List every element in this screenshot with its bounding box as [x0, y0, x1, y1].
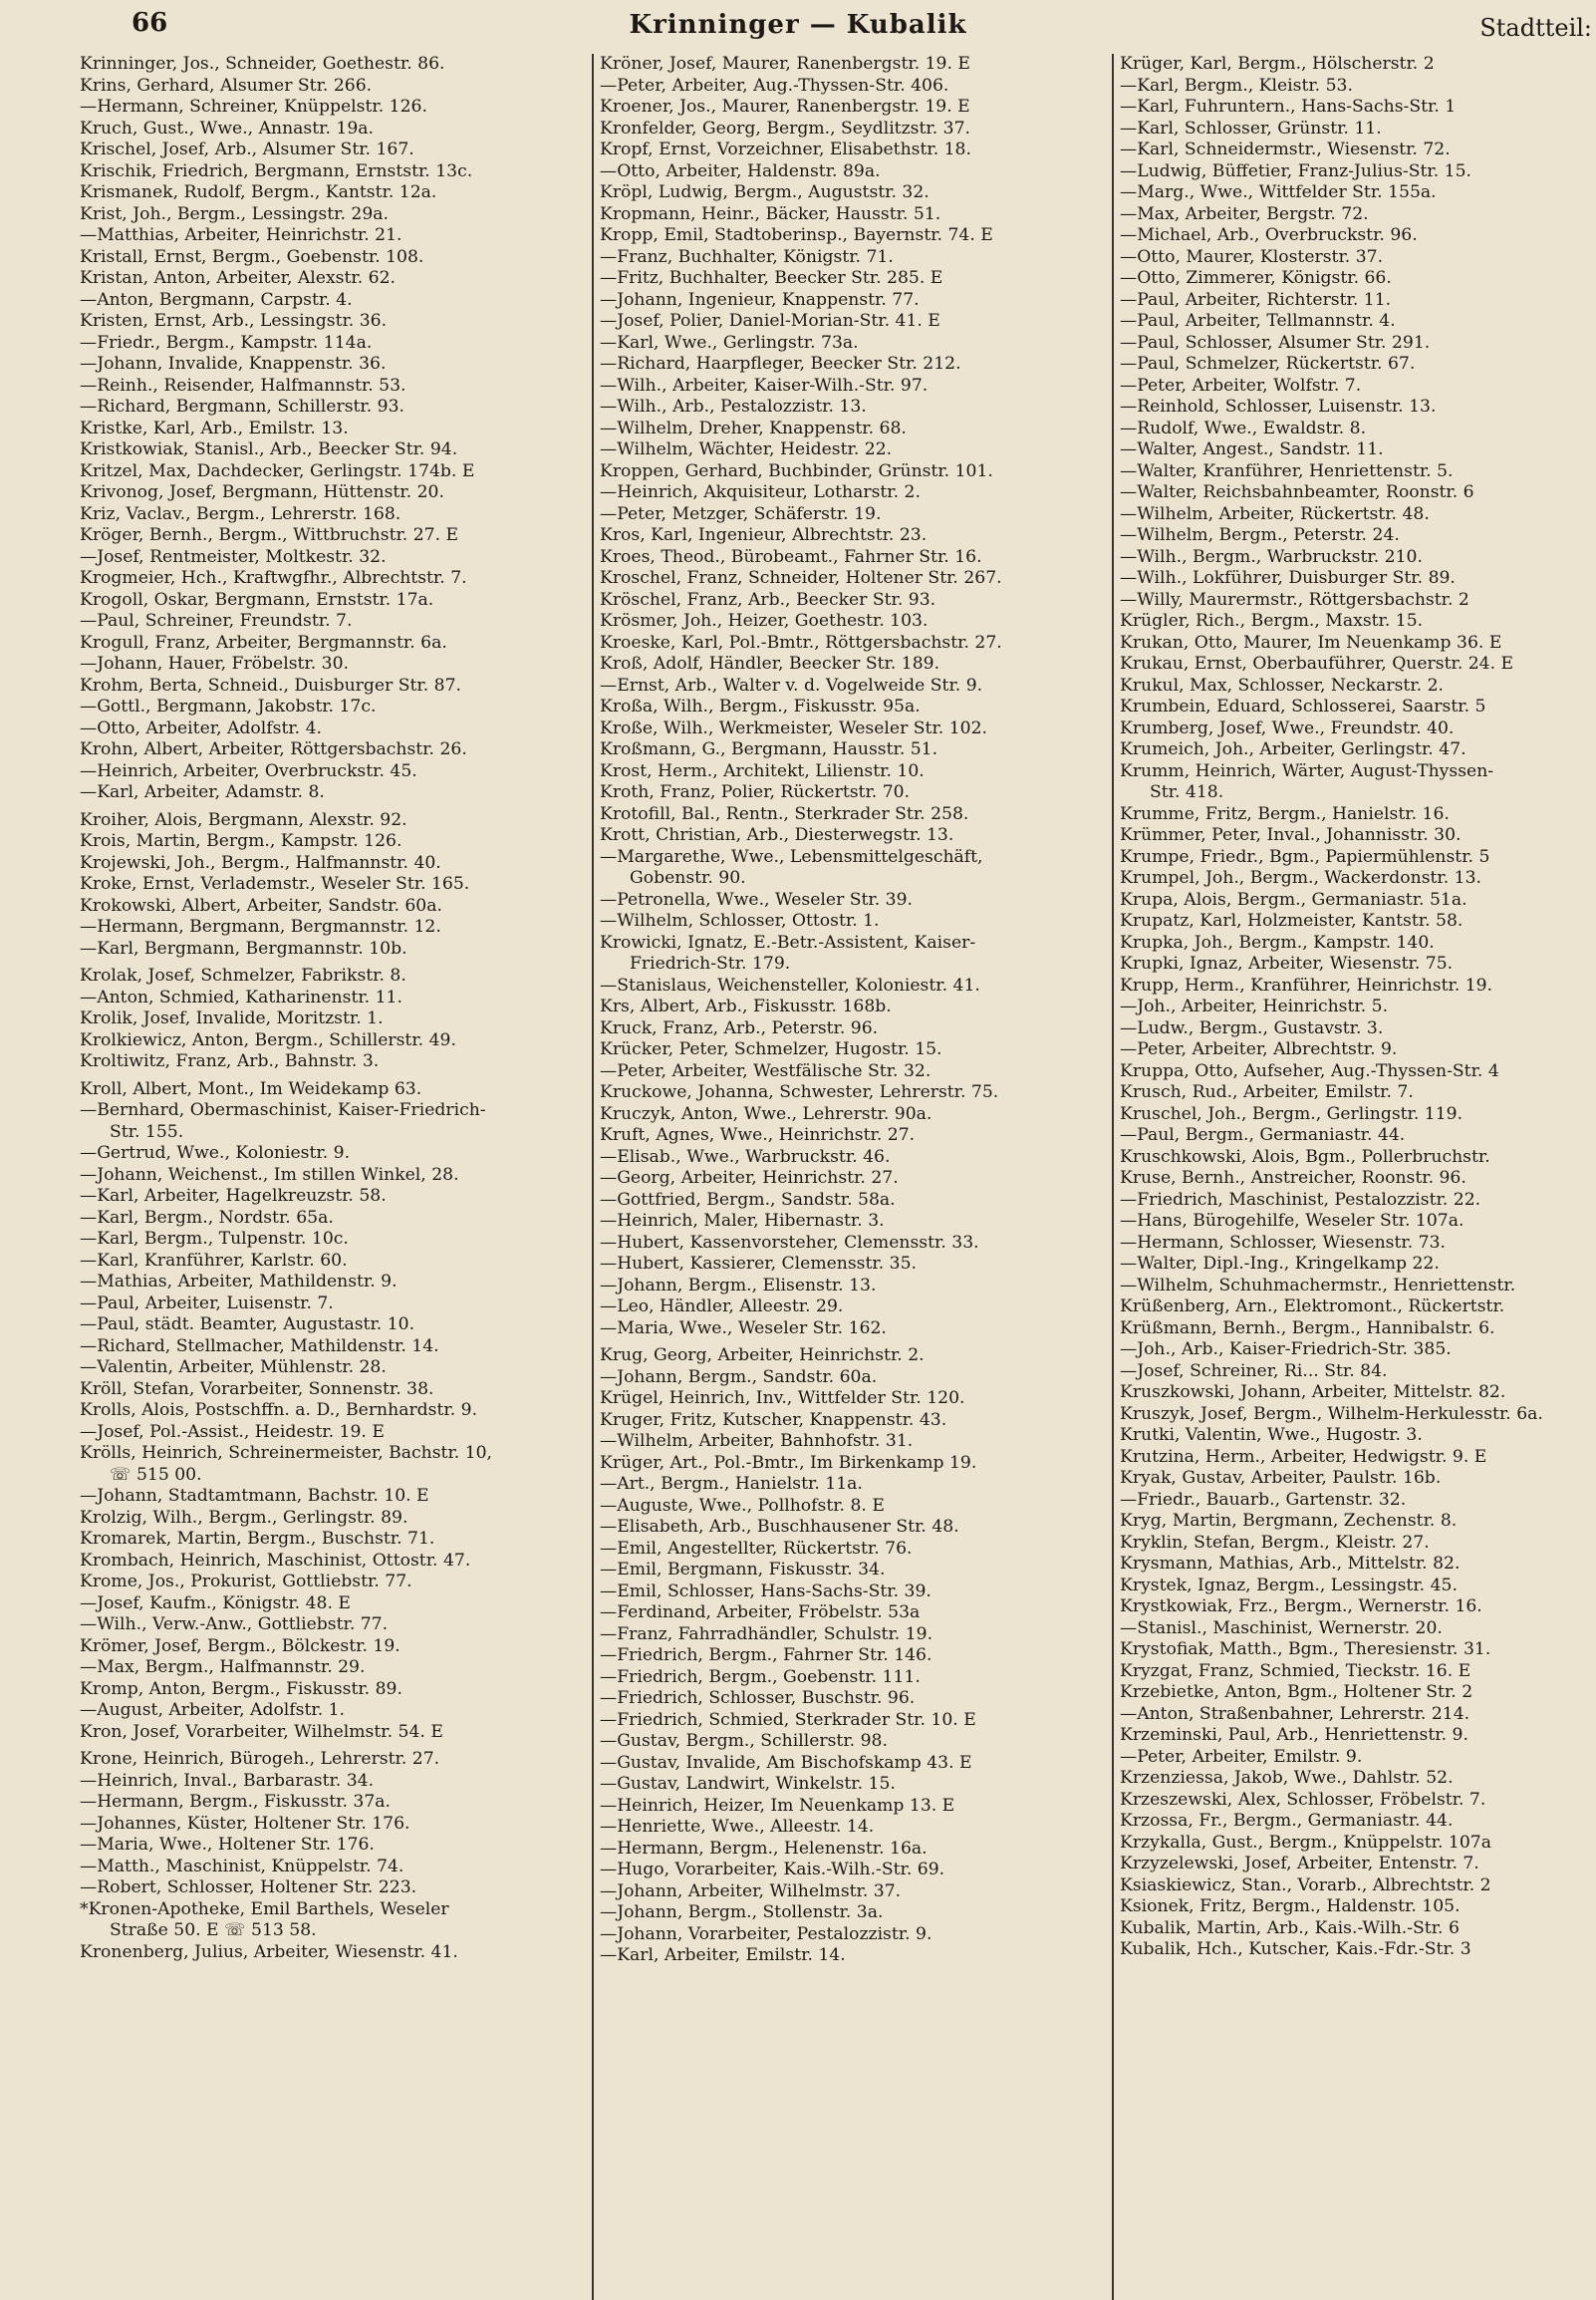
directory-entry: —Heinrich, Inval., Barbarastr. 34. [80, 1770, 375, 1791]
directory-entry: Krois, Martin, Bergm., Kampstr. 126. [80, 831, 402, 851]
directory-entry: Kritzel, Max, Dachdecker, Gerlingstr. 174b. E [80, 460, 475, 481]
directory-entry: Kroiher, Alois, Bergmann, Alexstr. 92. [80, 809, 407, 830]
directory-entry: Kubalik, Martin, Arb., Kais.-Wilh.-Str. 6 [1120, 1917, 1460, 1938]
directory-entry: —Peter, Arbeiter, Westfälische Str. 32. [600, 1060, 931, 1081]
directory-entry: Straße 50. E ☏ 513 58. [110, 1920, 317, 1940]
directory-entry: Krinninger, Jos., Schneider, Goethestr. 86. [80, 54, 445, 74]
directory-entry: Krone, Heinrich, Bürogeh., Lehrerstr. 27. [80, 1749, 440, 1769]
directory-entry: Kruch, Gust., Wwe., Annastr. 19a. [80, 118, 374, 139]
directory-entry: Krzyzelewski, Josef, Arbeiter, Entenstr. 7. [1120, 1854, 1479, 1873]
directory-entry: —Marg., Wwe., Wittfelder Str. 155a. [1120, 182, 1437, 202]
directory-entry: Krumm, Heinrich, Wärter, August-Thyssen- [1120, 760, 1494, 781]
directory-entry: —Richard, Stellmacher, Mathildenstr. 14. [80, 1335, 439, 1356]
directory-entry: Kruschkowski, Alois, Bgm., Pollerbruchstr. [1120, 1146, 1490, 1167]
directory-entry: —Wilh., Arb., Pestalozzistr. 13. [600, 397, 867, 417]
directory-entry: Kristkowiak, Stanisl., Arb., Beecker Str. 94. [80, 439, 458, 459]
directory-entry: —Johann, Bergm., Elisenstr. 13. [600, 1275, 877, 1295]
directory-entry: Krolik, Josef, Invalide, Moritzstr. 1. [80, 1008, 384, 1028]
directory-entry: —Walter, Angest., Sandstr. 11. [1120, 439, 1384, 459]
directory-entry: —Peter, Arbeiter, Aug.-Thyssen-Str. 406. [600, 75, 949, 96]
directory-entry: —Peter, Arbeiter, Wolfstr. 7. [1120, 375, 1362, 396]
directory-entry: Krott, Christian, Arb., Diesterwegstr. 13. [600, 825, 954, 845]
directory-entry: Kropmann, Heinr., Bäcker, Hausstr. 51. [600, 203, 941, 224]
directory-entry: Krojewski, Joh., Bergm., Halfmannstr. 40. [80, 852, 441, 873]
directory-entry: —Wilh., Bergm., Warbruckstr. 210. [1120, 546, 1423, 567]
directory-entry: —Hermann, Bergmann, Bergmannstr. 12. [80, 917, 441, 937]
directory-entry: Kronfelder, Georg, Bergm., Seydlitzstr. 37. [600, 118, 970, 139]
directory-entry: —Wilhelm, Arbeiter, Rückertstr. 48. [1120, 503, 1430, 524]
directory-entry: —Karl, Wwe., Gerlingstr. 73a. [600, 332, 859, 353]
directory-entry: Kroeske, Karl, Pol.-Bmtr., Röttgersbachstr. 27. [600, 632, 1002, 653]
directory-entry: Kromarek, Martin, Bergm., Buschstr. 71. [80, 1529, 435, 1549]
directory-entry: Krumpel, Joh., Bergm., Wackerdonstr. 13. [1120, 868, 1482, 888]
directory-entry: Kruszyk, Josef, Bergm., Wilhelm-Herkulesstr. 6a. [1120, 1403, 1543, 1424]
directory-entry: Krumpe, Friedr., Bgm., Papiermühlenstr. 5 [1120, 846, 1490, 867]
directory-entry: Kröschel, Franz, Arb., Beecker Str. 93. [600, 589, 936, 610]
directory-entry: Krzykalla, Gust., Bergm., Knüppelstr. 107a [1120, 1832, 1491, 1853]
directory-entry: Krupka, Joh., Bergm., Kampstr. 140. [1120, 932, 1435, 953]
directory-entry: —Friedrich, Maschinist, Pestalozzistr. 22. [1120, 1189, 1481, 1210]
directory-entry: —Georg, Arbeiter, Heinrichstr. 27. [600, 1168, 899, 1188]
directory-entry: Kromp, Anton, Bergm., Fiskusstr. 89. [80, 1678, 402, 1699]
directory-entry: —Heinrich, Maler, Hibernastr. 3. [600, 1211, 885, 1231]
directory-entry: —Johann, Arbeiter, Wilhelmstr. 37. [600, 1880, 902, 1901]
directory-entry: —Elisab., Wwe., Warbruckstr. 46. [600, 1146, 891, 1167]
directory-entry: —Johann, Weichenst., Im stillen Winkel, 28. [80, 1164, 459, 1185]
directory-entry: —Henriette, Wwe., Alleestr. 14. [600, 1817, 875, 1837]
directory-entry: Krzeminski, Paul, Arb., Henriettenstr. 9. [1120, 1725, 1468, 1745]
directory-entry: Krischel, Josef, Arb., Alsumer Str. 167. [80, 140, 414, 159]
directory-entry: Krumeich, Joh., Arbeiter, Gerlingstr. 47. [1120, 739, 1466, 759]
directory-entry: —Karl, Arbeiter, Hagelkreuzstr. 58. [80, 1186, 387, 1206]
directory-entry: Krombach, Heinrich, Maschinist, Ottostr. 47. [80, 1550, 471, 1571]
directory-entry: Friedrich-Str. 179. [630, 954, 791, 974]
directory-entry: —Paul, Arbeiter, Richterstr. 11. [1120, 289, 1392, 310]
directory-entry: —Paul, Schlosser, Alsumer Str. 291. [1120, 332, 1431, 353]
directory-entry: Krügel, Heinrich, Inv., Wittfelder Str. 120. [600, 1388, 965, 1408]
directory-entry: —Walter, Dipl.-Ing., Kringelkamp 22. [1120, 1254, 1440, 1274]
directory-entry: Krusch, Rud., Arbeiter, Emilstr. 7. [1120, 1082, 1414, 1102]
directory-entry: —Hubert, Kassenvorsteher, Clemensstr. 33. [600, 1232, 979, 1253]
directory-entry: Krist, Joh., Bergm., Lessingstr. 29a. [80, 203, 389, 224]
directory-entry: Krutzina, Herm., Arbeiter, Hedwigstr. 9. E [1120, 1446, 1487, 1467]
directory-entry: —Friedr., Bauarb., Gartenstr. 32. [1120, 1489, 1407, 1510]
directory-entry: —Max, Arbeiter, Bergstr. 72. [1120, 203, 1369, 224]
directory-entry: —Emil, Schlosser, Hans-Sachs-Str. 39. [600, 1581, 931, 1601]
directory-entry: Kroßa, Wilh., Bergm., Fiskusstr. 95a. [600, 697, 921, 717]
directory-entry: —Anton, Bergmann, Carpstr. 4. [80, 289, 353, 310]
directory-entry: —Karl, Schneidermstr., Wiesenstr. 72. [1120, 140, 1451, 159]
directory-entry: Krohm, Berta, Schneid., Duisburger Str. 87. [80, 675, 461, 696]
directory-entry: Krumberg, Josef, Wwe., Freundstr. 40. [1120, 718, 1455, 738]
directory-entry: —Emil, Angestellter, Rückertstr. 76. [600, 1538, 913, 1559]
directory-entry: Ksiaskiewicz, Stan., Vorarb., Albrechtstr. 2 [1120, 1874, 1491, 1895]
directory-entry: Krüger, Art., Pol.-Bmtr., Im Birkenkamp 19. [600, 1452, 977, 1473]
directory-entry: —Otto, Arbeiter, Adolfstr. 4. [80, 718, 322, 738]
directory-entry: —Friedrich, Schlosser, Buschstr. 96. [600, 1688, 916, 1708]
directory-entry: Krupp, Herm., Kranführer, Heinrichstr. 19. [1120, 975, 1493, 996]
directory-entry: —Stanisl., Maschinist, Wernerstr. 20. [1120, 1617, 1443, 1638]
directory-entry: —Friedrich, Bergm., Fahrner Str. 146. [600, 1645, 932, 1665]
directory-entry: Kristan, Anton, Arbeiter, Alexstr. 62. [80, 268, 396, 288]
directory-entry: —Reinhold, Schlosser, Luisenstr. 13. [1120, 397, 1437, 417]
directory-entry: Kruckowe, Johanna, Schwester, Lehrerstr. 75. [600, 1082, 999, 1102]
directory-entry: —Karl, Schlosser, Grünstr. 11. [1120, 118, 1382, 139]
column-middle [592, 54, 1116, 2300]
directory-entry: —August, Arbeiter, Adolfstr. 1. [80, 1700, 346, 1720]
directory-entry: Krystofiak, Matth., Bgm., Theresienstr. 31. [1120, 1639, 1491, 1659]
directory-entry: Krumme, Fritz, Bergm., Hanielstr. 16. [1120, 803, 1450, 824]
directory-entry: Krüßmann, Bernh., Bergm., Hannibalstr. 6. [1120, 1317, 1495, 1338]
directory-entry: Krüger, Karl, Bergm., Hölscherstr. 2 [1120, 54, 1435, 74]
directory-entry: Kroppen, Gerhard, Buchbinder, Grünstr. 101. [600, 460, 993, 481]
directory-entry: Krukan, Otto, Maurer, Im Neuenkamp 36. E [1120, 632, 1502, 653]
directory-entry: —Karl, Fuhruntern., Hans-Sachs-Str. 1 [1120, 97, 1457, 117]
directory-entry: Krösmer, Joh., Heizer, Goethestr. 103. [600, 611, 929, 631]
directory-entry: —Leo, Händler, Alleestr. 29. [600, 1296, 844, 1316]
directory-entry: Kroßmann, G., Bergmann, Hausstr. 51. [600, 739, 938, 759]
directory-entry: —Hermann, Schlosser, Wiesenstr. 73. [1120, 1232, 1446, 1253]
directory-entry: Kristall, Ernst, Bergm., Goebenstr. 108. [80, 246, 424, 267]
directory-entry: —Gustav, Landwirt, Winkelstr. 15. [600, 1774, 896, 1794]
directory-entry: Kryzgat, Franz, Schmied, Tieckstr. 16. E [1120, 1660, 1471, 1681]
directory-entry: —Johann, Vorarbeiter, Pestalozzistr. 9. [600, 1923, 932, 1944]
directory-entry: Krömer, Josef, Bergm., Bölckestr. 19. [80, 1635, 400, 1656]
directory-entry: —Elisabeth, Arb., Buschhausener Str. 48. [600, 1517, 959, 1537]
directory-entry: Krohn, Albert, Arbeiter, Röttgersbachstr. 26. [80, 739, 467, 759]
directory-entry: —Friedr., Bergm., Kampstr. 114a. [80, 332, 373, 353]
directory-entry: —Mathias, Arbeiter, Mathildenstr. 9. [80, 1272, 398, 1292]
directory-entry: Kristke, Karl, Arb., Emilstr. 13. [80, 418, 349, 438]
directory-entry: Krüßenberg, Arn., Elektromont., Rückertstr. [1120, 1296, 1505, 1316]
directory-entry: Krupa, Alois, Bergm., Germaniastr. 51a. [1120, 889, 1467, 910]
directory-entry: Kruszkowski, Johann, Arbeiter, Mittelstr. 82. [1120, 1382, 1506, 1402]
directory-entry: Krücker, Peter, Schmelzer, Hugostr. 15. [600, 1039, 942, 1059]
directory-entry: Kryklin, Stefan, Bergm., Kleistr. 27. [1120, 1532, 1430, 1553]
directory-entry: Ksionek, Fritz, Bergm., Haldenstr. 105. [1120, 1896, 1461, 1916]
directory-entry: Krolak, Josef, Schmelzer, Fabrikstr. 8. [80, 966, 406, 986]
directory-entry: —Reinh., Reisender, Halfmannstr. 53. [80, 375, 406, 396]
directory-entry: Str. 155. [110, 1121, 184, 1142]
directory-entry: Kronenberg, Julius, Arbeiter, Wiesenstr. 41. [80, 1941, 458, 1962]
directory-entry: —Margarethe, Wwe., Lebensmittelgeschäft, [600, 846, 983, 867]
directory-entry: —Robert, Schlosser, Holtener Str. 223. [80, 1877, 417, 1897]
directory-entry: Kröger, Bernh., Bergm., Wittbruchstr. 27. E [80, 525, 459, 545]
directory-entry: —Ludw., Bergm., Gustavstr. 3. [1120, 1017, 1384, 1038]
directory-entry: —Richard, Haarpfleger, Beecker Str. 212. [600, 354, 961, 374]
directory-entry: —Paul, Schmelzer, Rückertstr. 67. [1120, 354, 1416, 374]
directory-entry: —Gustav, Invalide, Am Bischofskamp 43. E [600, 1752, 972, 1773]
directory-entry: Krug, Georg, Arbeiter, Heinrichstr. 2. [600, 1345, 925, 1365]
directory-entry: —Wilhelm, Schuhmachermstr., Henriettenstr. [1120, 1275, 1516, 1295]
directory-entry: —Franz, Fahrradhändler, Schulstr. 19. [600, 1623, 933, 1644]
directory-entry: —Karl, Bergm., Kleistr. 53. [1120, 75, 1353, 96]
directory-entry: Kron, Josef, Vorarbeiter, Wilhelmstr. 54. E [80, 1721, 443, 1742]
directory-entry: —Bernhard, Obermaschinist, Kaiser-Friedrich- [80, 1100, 486, 1120]
directory-entry: Krolls, Alois, Postschffn. a. D., Bernhardstr. 9. [80, 1400, 478, 1420]
directory-entry: Kruck, Franz, Arb., Peterstr. 96. [600, 1017, 879, 1038]
directory-entry: Gobenstr. 90. [630, 868, 746, 888]
directory-entry: —Matth., Maschinist, Knüppelstr. 74. [80, 1856, 404, 1876]
directory-entry: Krystkowiak, Frz., Bergm., Wernerstr. 16. [1120, 1596, 1482, 1616]
directory-entry: —Walter, Kranführer, Henriettenstr. 5. [1120, 460, 1454, 481]
directory-entry: Kryg, Martin, Bergmann, Zechenstr. 8. [1120, 1511, 1458, 1531]
directory-entry: —Johann, Invalide, Knappenstr. 36. [80, 354, 387, 374]
directory-entry: —Hermann, Schreiner, Knüppelstr. 126. [80, 97, 427, 117]
directory-entry: —Karl, Bergmann, Bergmannstr. 10b. [80, 938, 407, 959]
directory-entry: —Karl, Arbeiter, Emilstr. 14. [600, 1945, 846, 1965]
directory-entry: —Friedrich, Bergm., Goebenstr. 111. [600, 1666, 921, 1687]
directory-entry: Kros, Karl, Ingenieur, Albrechtstr. 23. [600, 525, 928, 545]
directory-entry: Krumbein, Eduard, Schlosserei, Saarstr. 5 [1120, 697, 1486, 717]
directory-entry: —Wilhelm, Bergm., Peterstr. 24. [1120, 525, 1400, 545]
directory-entry: Kroll, Albert, Mont., Im Weidekamp 63. [80, 1078, 422, 1099]
directory-entry: Krzeszewski, Alex, Schlosser, Fröbelstr. 7. [1120, 1789, 1486, 1810]
directory-entry: —Johann, Ingenieur, Knappenstr. 77. [600, 289, 920, 310]
directory-entry: —Stanislaus, Weichensteller, Koloniestr. 41. [600, 975, 980, 996]
directory-entry: —Karl, Bergm., Tulpenstr. 10c. [80, 1229, 349, 1249]
directory-entry: —Hugo, Vorarbeiter, Kais.-Wilh.-Str. 69. [600, 1860, 945, 1879]
directory-entry: —Johann, Bergm., Stollenstr. 3a. [600, 1902, 884, 1922]
directory-entry: —Anton, Straßenbahner, Lehrerstr. 214. [1120, 1703, 1470, 1724]
directory-entry: —Johann, Stadtamtmann, Bachstr. 10. E [80, 1486, 429, 1506]
directory-entry: —Anton, Schmied, Katharinenstr. 11. [80, 987, 402, 1007]
directory-entry: Kroener, Jos., Maurer, Ranenbergstr. 19. E [600, 97, 970, 117]
directory-entry: —Franz, Buchhalter, Königstr. 71. [600, 246, 894, 267]
directory-entry: Str. 418. [1150, 782, 1224, 802]
directory-entry: —Wilhelm, Dreher, Knappenstr. 68. [600, 418, 907, 438]
directory-entry: Kroltiwitz, Franz, Arb., Bahnstr. 3. [80, 1051, 380, 1071]
directory-entry: —Wilhelm, Schlosser, Ottostr. 1. [600, 911, 880, 931]
directory-entry: —Friedrich, Schmied, Sterkrader Str. 10. E [600, 1709, 976, 1730]
directory-entry: Kroschel, Franz, Schneider, Holtener Str. 267. [600, 568, 1002, 588]
directory-entry: Kruft, Agnes, Wwe., Heinrichstr. 27. [600, 1125, 916, 1145]
directory-entry: Krogoll, Oskar, Bergmann, Ernststr. 17a. [80, 589, 434, 610]
directory-entry: —Willy, Maurermstr., Röttgersbachstr. 2 [1120, 589, 1469, 610]
directory-entry: —Heinrich, Arbeiter, Overbruckstr. 45. [80, 760, 417, 781]
directory-entry: Krystek, Ignaz, Bergm., Lessingstr. 45. [1120, 1575, 1458, 1595]
directory-entry: —Johann, Hauer, Fröbelstr. 30. [80, 654, 350, 674]
directory-entry: —Gottfried, Bergm., Sandstr. 58a. [600, 1189, 896, 1210]
directory-entry: Krolzig, Wilh., Bergm., Gerlingstr. 89. [80, 1507, 408, 1528]
directory-entry: —Paul, Arbeiter, Luisenstr. 7. [80, 1293, 334, 1313]
page-number: 66 [132, 8, 168, 38]
directory-entry: —Gustav, Bergm., Schillerstr. 98. [600, 1731, 888, 1751]
directory-entry: —Ludwig, Büffetier, Franz-Julius-Str. 15. [1120, 160, 1471, 181]
directory-entry: —Peter, Metzger, Schäferstr. 19. [600, 503, 882, 524]
directory-entry: Kristen, Ernst, Arb., Lessingstr. 36. [80, 311, 388, 331]
directory-entry: Krischik, Friedrich, Bergmann, Ernststr. 13c. [80, 160, 473, 181]
directory-entry: Krowicki, Ignatz, E.-Betr.-Assistent, Kaiser- [600, 932, 976, 953]
directory-entry: Kropf, Ernst, Vorzeichner, Elisabethstr. 18. [600, 140, 971, 159]
directory-entry: Kroes, Theod., Bürobeamt., Fahrner Str. 16. [600, 546, 982, 567]
directory-entry: —Paul, Arbeiter, Tellmannstr. 4. [1120, 311, 1396, 331]
directory-entry: —Peter, Arbeiter, Emilstr. 9. [1120, 1746, 1363, 1767]
directory-entry: —Otto, Arbeiter, Haldenstr. 89a. [600, 160, 881, 181]
directory-entry: Krukau, Ernst, Oberbauführer, Querstr. 24. E [1120, 654, 1514, 674]
page-title: Krinninger — Kubalik [629, 10, 967, 40]
directory-entry: —Rudolf, Wwe., Ewaldstr. 8. [1120, 418, 1367, 438]
directory-entry: Krotofill, Bal., Rentn., Sterkrader Str. 258. [600, 803, 969, 824]
directory-entry: Krölls, Heinrich, Schreinermeister, Bachstr. 10, [80, 1443, 493, 1463]
directory-entry: —Hermann, Bergm., Fiskusstr. 37a. [80, 1792, 391, 1812]
directory-entry: —Michael, Arb., Overbruckstr. 96. [1120, 225, 1418, 245]
directory-entry: Krupki, Ignaz, Arbeiter, Wiesenstr. 75. [1120, 954, 1454, 974]
directory-entry: —Wilhelm, Wächter, Heidestr. 22. [600, 439, 893, 459]
directory-entry: —Johann, Bergm., Sandstr. 60a. [600, 1366, 878, 1387]
directory-entry: Krutki, Valentin, Wwe., Hugostr. 3. [1120, 1425, 1423, 1445]
directory-entry: —Hermann, Bergm., Helenenstr. 16a. [600, 1838, 928, 1859]
directory-entry: Krzebietke, Anton, Bgm., Holtener Str. 2 [1120, 1682, 1473, 1702]
directory-entry: —Heinrich, Heizer, Im Neuenkamp 13. E [600, 1795, 955, 1816]
directory-entry: Krümmer, Peter, Inval., Johannisstr. 30. [1120, 825, 1462, 845]
directory-entry: —Ernst, Arb., Walter v. d. Vogelweide Str. 9. [600, 675, 983, 696]
directory-entry: Krupatz, Karl, Holzmeister, Kantstr. 58. [1120, 911, 1463, 931]
directory-entry: —Richard, Bergmann, Schillerstr. 93. [80, 397, 405, 417]
directory-entry: —Josef, Schreiner, Ri... Str. 84. [1120, 1360, 1388, 1381]
directory-entry: —Matthias, Arbeiter, Heinrichstr. 21. [80, 225, 402, 245]
directory-entry: Krivonog, Josef, Bergmann, Hüttenstr. 20. [80, 482, 444, 502]
directory-entry: —Walter, Reichsbahnbeamter, Roonstr. 6 [1120, 482, 1474, 502]
directory-entry: —Wilhelm, Arbeiter, Bahnhofstr. 31. [600, 1431, 914, 1451]
directory-entry: —Emil, Bergmann, Fiskusstr. 34. [600, 1560, 886, 1580]
directory-entry: Kruschel, Joh., Bergm., Gerlingstr. 119. [1120, 1103, 1463, 1124]
directory-entry: —Peter, Arbeiter, Albrechtstr. 9. [1120, 1039, 1398, 1059]
directory-entry: —Joh., Arb., Kaiser-Friedrich-Str. 385. [1120, 1339, 1452, 1359]
directory-entry: —Karl, Kranführer, Karlstr. 60. [80, 1250, 348, 1271]
directory-entry: *Kronen-Apotheke, Emil Barthels, Weseler [80, 1898, 449, 1919]
directory-entry: Kruger, Fritz, Kutscher, Knappenstr. 43. [600, 1409, 947, 1430]
directory-entry: —Paul, städt. Beamter, Augustastr. 10. [80, 1314, 415, 1334]
directory-entry: —Maria, Wwe., Weseler Str. 162. [600, 1317, 887, 1338]
directory-entry: Krome, Jos., Prokurist, Gottliebstr. 77. [80, 1572, 412, 1591]
directory-entry: Kröll, Stefan, Vorarbeiter, Sonnenstr. 38. [80, 1378, 434, 1399]
directory-entry: Kriz, Vaclav., Bergm., Lehrerstr. 168. [80, 503, 401, 524]
directory-entry: —Petronella, Wwe., Weseler Str. 39. [600, 889, 914, 910]
directory-entry: —Ferdinand, Arbeiter, Fröbelstr. 53a [600, 1602, 921, 1622]
directory-entry: Kropp, Emil, Stadtoberinsp., Bayernstr. 74. E [600, 225, 993, 245]
column-left [80, 54, 588, 2300]
directory-entry: Krzossa, Fr., Bergm., Germaniastr. 44. [1120, 1811, 1454, 1831]
directory-entry: —Gottl., Bergmann, Jakobstr. 17c. [80, 697, 377, 717]
directory-entry: —Auguste, Wwe., Pollhofstr. 8. E [600, 1495, 885, 1516]
directory-entry: Kroke, Ernst, Verlademstr., Weseler Str. 165. [80, 874, 470, 894]
directory-entry: Krismanek, Rudolf, Bergm., Kantstr. 12a. [80, 182, 437, 202]
district-label: Stadtteil: [1479, 14, 1592, 42]
directory-entry: —Paul, Bergm., Germaniastr. 44. [1120, 1125, 1406, 1145]
directory-entry: Krs, Albert, Arb., Fiskusstr. 168b. [600, 997, 892, 1016]
directory-entry: Kryak, Gustav, Arbeiter, Paulstr. 16b. [1120, 1468, 1442, 1488]
directory-entry: —Valentin, Arbeiter, Mühlenstr. 28. [80, 1357, 387, 1377]
directory-entry: —Johannes, Küster, Holtener Str. 176. [80, 1813, 410, 1834]
directory-entry: Krokowski, Albert, Arbeiter, Sandstr. 60a. [80, 895, 442, 916]
directory-entry: Krolkiewicz, Anton, Bergm., Schillerstr. 49. [80, 1029, 456, 1050]
directory-entry: —Joh., Arbeiter, Heinrichstr. 5. [1120, 997, 1389, 1016]
directory-entry: —Fritz, Buchhalter, Beecker Str. 285. E [600, 268, 943, 288]
page-header [0, 0, 1596, 54]
directory-entry: ☏ 515 00. [110, 1464, 202, 1485]
directory-entry: —Wilh., Lokführer, Duisburger Str. 89. [1120, 568, 1456, 588]
directory-entry: Kruczyk, Anton, Wwe., Lehrerstr. 90a. [600, 1103, 932, 1124]
directory-entry: Krukul, Max, Schlosser, Neckarstr. 2. [1120, 675, 1444, 696]
directory-entry: Krogull, Franz, Arbeiter, Bergmannstr. 6a. [80, 632, 447, 653]
directory-entry: —Karl, Bergm., Nordstr. 65a. [80, 1207, 334, 1228]
directory-entry: Kroße, Wilh., Werkmeister, Weseler Str. 102. [600, 718, 987, 738]
directory-entry: Kruppa, Otto, Aufseher, Aug.-Thyssen-Str. 4 [1120, 1060, 1499, 1081]
directory-entry: —Wilh., Verw.-Anw., Gottliebstr. 77. [80, 1614, 389, 1634]
directory-entry: —Art., Bergm., Hanielstr. 11a. [600, 1474, 863, 1494]
directory-entry: —Otto, Maurer, Klosterstr. 37. [1120, 246, 1384, 267]
directory-entry: —Paul, Schreiner, Freundstr. 7. [80, 611, 353, 631]
directory-entry: Krzenziessa, Jakob, Wwe., Dahlstr. 52. [1120, 1768, 1454, 1788]
directory-entry: —Heinrich, Akquisiteur, Lotharstr. 2. [600, 482, 921, 502]
directory-entry: —Hans, Bürogehilfe, Weseler Str. 107a. [1120, 1211, 1464, 1231]
directory-entry: Kubalik, Hch., Kutscher, Kais.-Fdr.-Str. 3 [1120, 1939, 1471, 1959]
directory-entry: —Josef, Kaufm., Königstr. 48. E [80, 1592, 351, 1613]
directory-entry: Krysmann, Mathias, Arb., Mittelstr. 82. [1120, 1554, 1461, 1574]
directory-entry: —Wilh., Arbeiter, Kaiser-Wilh.-Str. 97. [600, 375, 929, 396]
directory-entry: Kroth, Franz, Polier, Rückertstr. 70. [600, 782, 911, 802]
directory-entry: Kruse, Bernh., Anstreicher, Roonstr. 96. [1120, 1168, 1466, 1188]
directory-entry: Kröpl, Ludwig, Bergm., Auguststr. 32. [600, 182, 930, 202]
directory-entry: —Josef, Pol.-Assist., Heidestr. 19. E [80, 1421, 385, 1442]
directory-entry: —Josef, Polier, Daniel-Morian-Str. 41. E [600, 311, 940, 331]
directory-entry: Kröner, Josef, Maurer, Ranenbergstr. 19. E [600, 54, 970, 74]
directory-entry: —Hubert, Kassierer, Clemensstr. 35. [600, 1254, 917, 1274]
directory-entry: —Gertrud, Wwe., Koloniestr. 9. [80, 1143, 351, 1163]
directory-entry: Krost, Herm., Architekt, Lilienstr. 10. [600, 760, 925, 781]
directory-entry: —Otto, Zimmerer, Königstr. 66. [1120, 268, 1392, 288]
directory-entry: Krügler, Rich., Bergm., Maxstr. 15. [1120, 611, 1424, 631]
column-right [1112, 54, 1596, 2300]
directory-entry: Kroß, Adolf, Händler, Beecker Str. 189. [600, 654, 940, 674]
directory-entry: —Josef, Rentmeister, Moltkestr. 32. [80, 546, 387, 567]
directory-entry: —Karl, Arbeiter, Adamstr. 8. [80, 782, 325, 802]
directory-entry: Krogmeier, Hch., Kraftwgfhr., Albrechtstr. 7. [80, 568, 467, 588]
directory-entry: —Maria, Wwe., Holtener Str. 176. [80, 1835, 375, 1855]
directory-entry: —Max, Bergm., Halfmannstr. 29. [80, 1657, 366, 1677]
directory-entry: Krins, Gerhard, Alsumer Str. 266. [80, 75, 373, 96]
